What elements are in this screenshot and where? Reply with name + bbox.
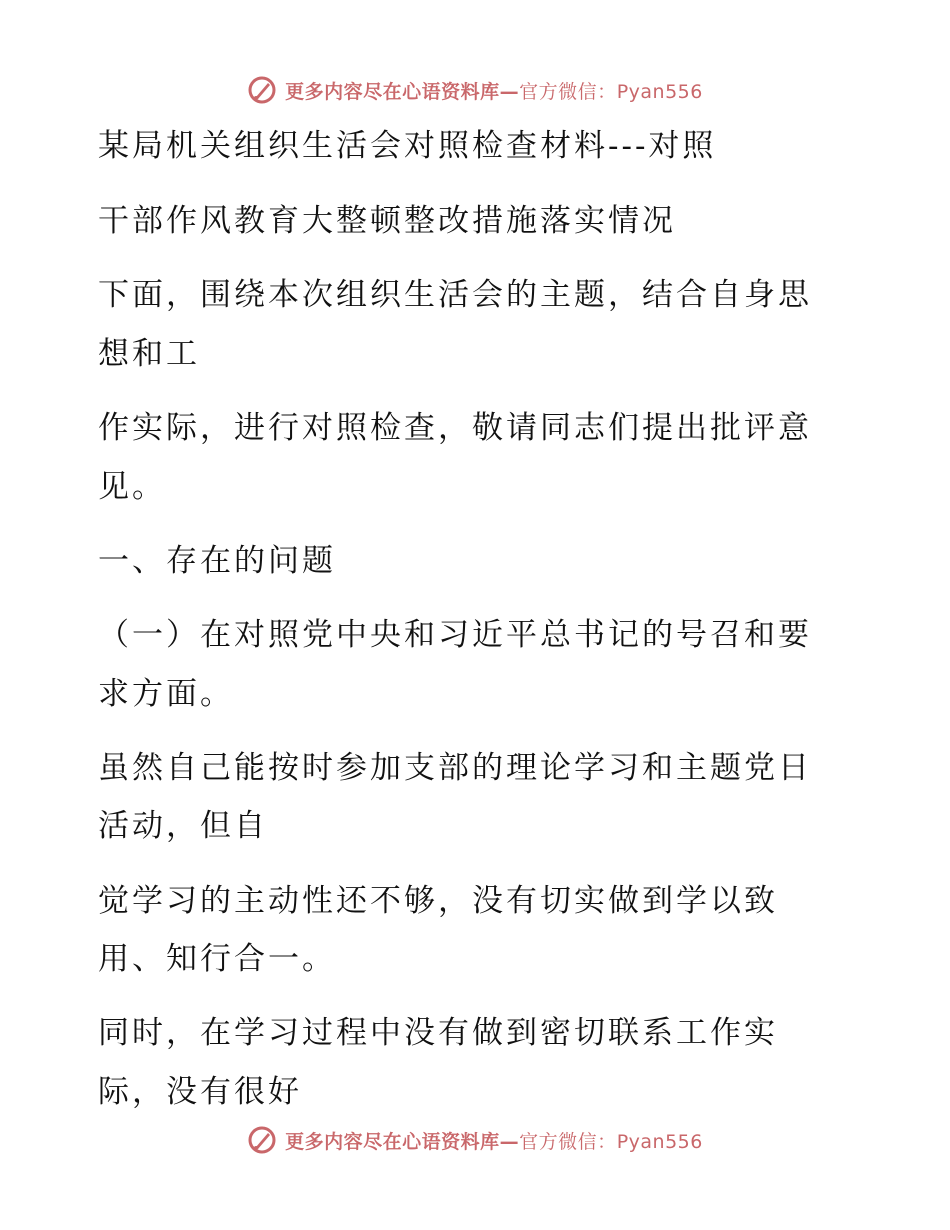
doc-text-line: 求方面。 xyxy=(98,676,234,712)
doc-text-line: 同时，在学习过程中没有做到密切联系工作实 xyxy=(98,1015,778,1051)
doc-title-line-2: 干部作风教育大整顿整改措施落实情况 xyxy=(98,203,676,239)
watermark-wechat-label: 官方微信： xyxy=(519,1130,617,1153)
watermark-site-text: 更多内容尽在心语资料库 xyxy=(285,1130,500,1153)
doc-text-line: 用、知行合一。 xyxy=(98,941,336,977)
doc-text-line: 下面，围绕本次组织生活会的主题，结合自身思 xyxy=(98,277,812,313)
watermark-separator: — xyxy=(499,1130,520,1153)
doc-text-line: 见。 xyxy=(98,469,166,505)
doc-text-line: 活动，但自 xyxy=(98,808,268,844)
watermark-wechat-label: 官方微信： xyxy=(519,80,617,103)
watermark-wechat-id: Pyan556 xyxy=(616,1130,703,1153)
doc-section-heading: 一、存在的问题 xyxy=(98,543,336,579)
doc-text-line: 虽然自己能按时参加支部的理论学习和主题党日 xyxy=(98,750,812,786)
watermark-wechat-id: Pyan556 xyxy=(616,80,703,103)
watermark-site-text: 更多内容尽在心语资料库 xyxy=(285,80,500,103)
doc-text-line: 想和工 xyxy=(98,336,200,372)
doc-text-line: 作实际，进行对照检查，敬请同志们提出批评意 xyxy=(98,410,812,446)
doc-text-line: 际，没有很好 xyxy=(98,1074,302,1110)
quill-logo-icon xyxy=(247,1125,277,1155)
doc-subsection-heading: （一）在对照党中央和习近平总书记的号召和要 xyxy=(98,617,812,653)
watermark-banner-bottom xyxy=(0,1120,950,1160)
watermark-separator: — xyxy=(499,80,520,103)
doc-title-line-1: 某局机关组织生活会对照检查材料---对照 xyxy=(98,128,717,164)
doc-text-line: 觉学习的主动性还不够，没有切实做到学以致 xyxy=(98,883,778,919)
